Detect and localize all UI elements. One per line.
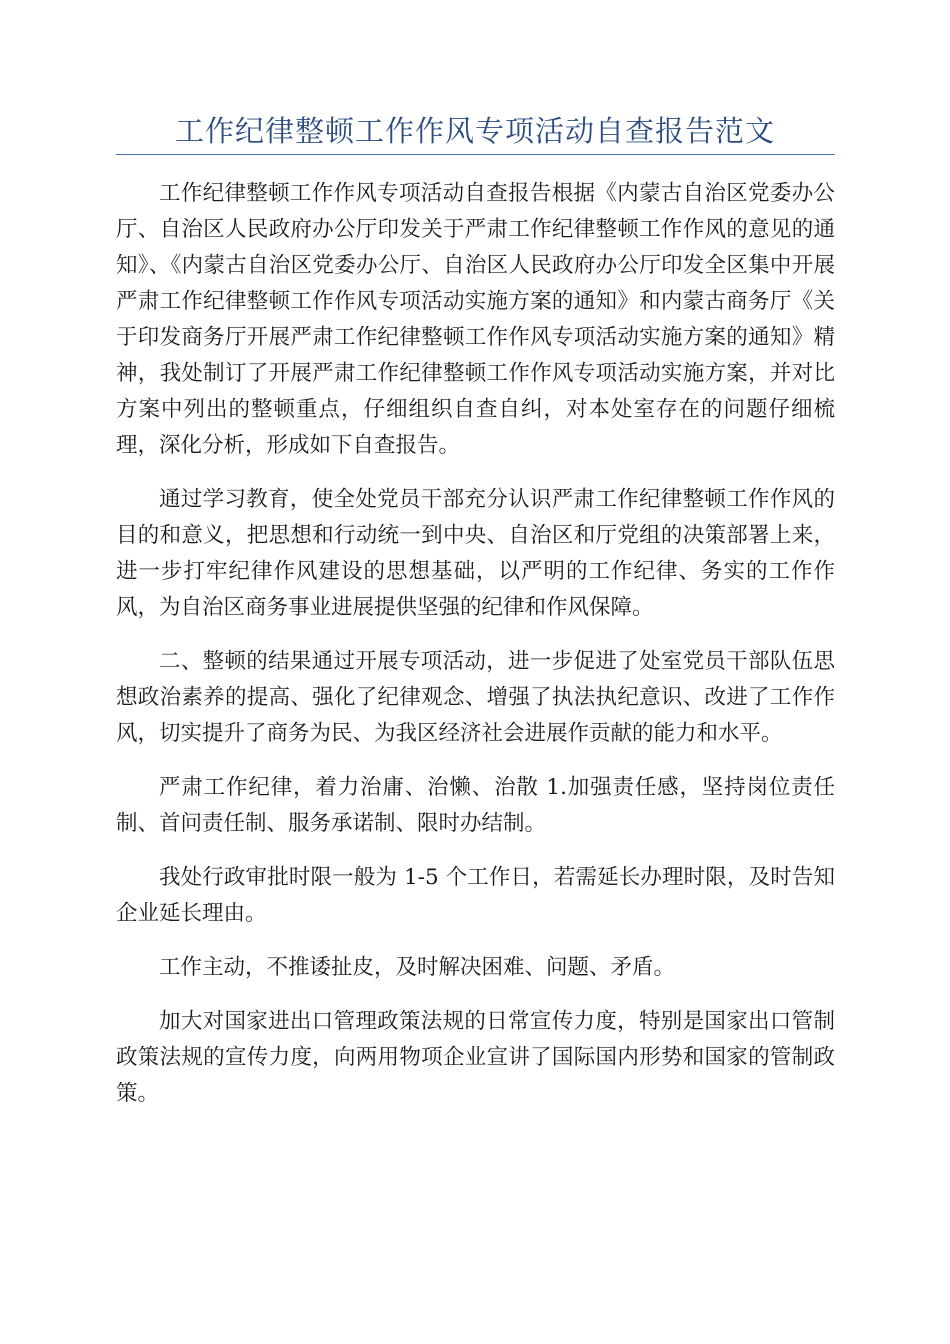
paragraph-3: 二、整顿的结果通过开展专项活动，进一步促进了处室党员干部队伍思想政治素养的提高、强化了纪律观念、增强了执法执纪意识、改进了工作作风，切实提升了商务为民、为我区经济社会进展作贡献的能力和水平。 — [116, 649, 835, 746]
paragraph-4: 严肃工作纪律，着力治庸、治懒、治散 1.加强责任感，坚持岗位责任制、首问责任制、服务承诺制、限时办结制。 — [116, 775, 835, 836]
paragraph-5: 我处行政审批时限一般为 1-5 个工作日，若需延长办理时限，及时告知企业延长理由。 — [116, 865, 835, 926]
title-underline — [116, 154, 835, 155]
document-title: 工作纪律整顿工作作风专项活动自查报告范文 — [174, 114, 775, 148]
document-body — [116, 176, 835, 1130]
paragraph-2: 通过学习教育，使全处党员干部充分认识严肃工作纪律整顿工作作风的目的和意义，把思想和行动统一到中央、自治区和厅党组的决策部署上来，进一步打牢纪律作风建设的思想基础，以严明的工作纪律、务实的工作作风，为自治区商务事业进展提供坚强的纪律和作风保障。 — [116, 487, 835, 620]
paragraph-6: 工作主动，不推诿扯皮，及时解决困难、问题、矛盾。 — [159, 955, 676, 980]
paragraph-7: 加大对国家进出口管理政策法规的日常宣传力度，特别是国家出口管制政策法规的宣传力度，向两用物项企业宣讲了国际国内形势和国家的管制政策。 — [116, 1009, 835, 1106]
paragraph-1: 工作纪律整顿工作作风专项活动自查报告根据《内蒙古自治区党委办公厅、自治区人民政府办公厅印发关于严肃工作纪律整顿工作作风的意见的通知》、《内蒙古自治区党委办公厅、自治区人民政府办公厅印发全区集中开展严肃工作纪律整顿工作作风专项活动实施方案的通知》和内蒙古商务厅《关于印发商务厅开展严肃工作纪律整顿工作作风专项活动实施方案的通知》精神，我处制订了开展严肃工作纪律整顿工作作风专项活动实施方案，并对比方案中列出的整顿重点，仔细组织自查自纠，对本处室存在的问题仔细梳理，深化分析，形成如下自查报告。 — [116, 181, 835, 458]
